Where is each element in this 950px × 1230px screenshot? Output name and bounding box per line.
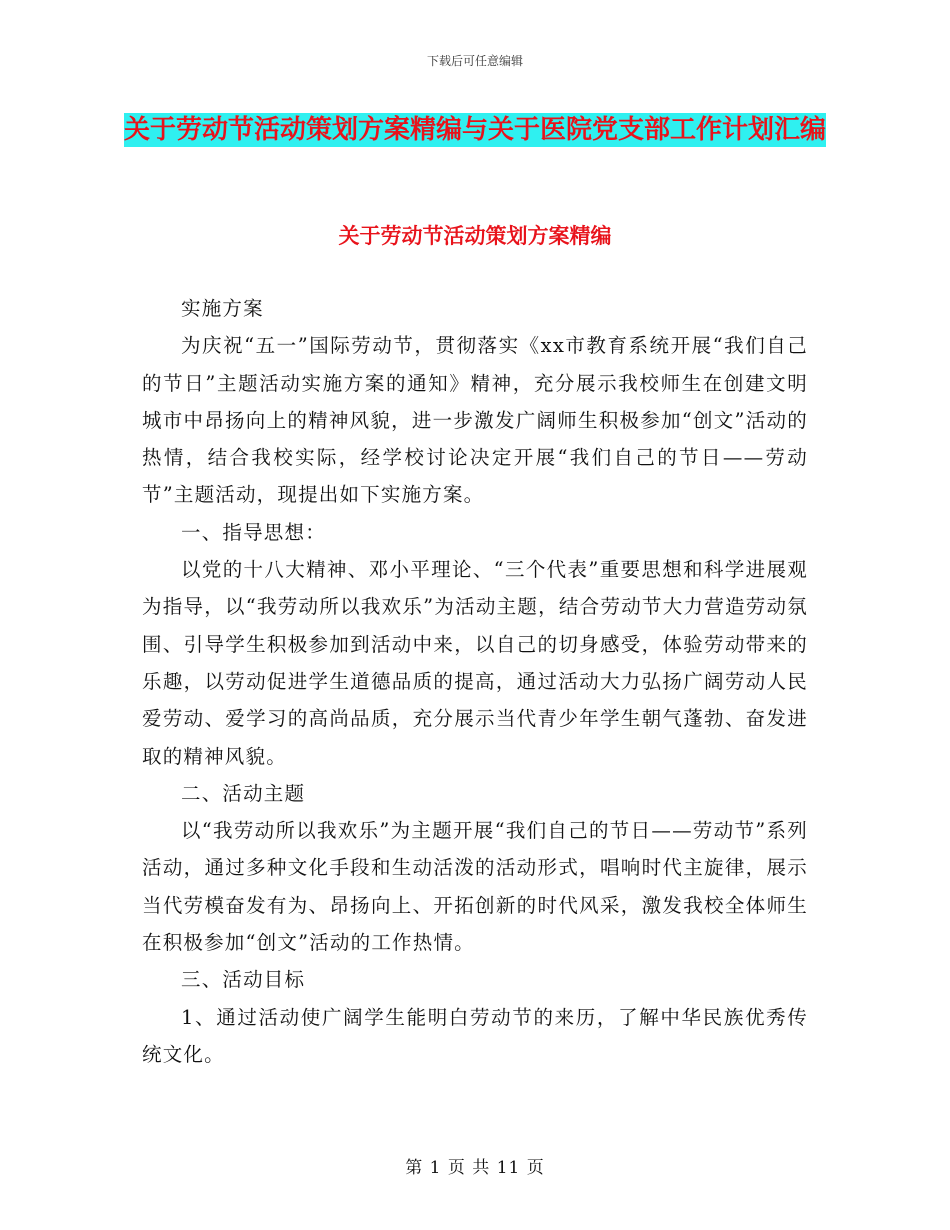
- paragraph-heading-theme: 二、活动主题: [181, 781, 306, 805]
- paragraph-intro: 为庆祝“五一”国际劳动节，贯彻落实《xx市教育系统开展“我们自己的节日”主题活动实施方案的通知》精神，充分展示我校师生在创建文明城市中昂扬向上的精神风貌，进一步激发广阔师生积极参加“创文”活动的热情，结合我校实际，经学校讨论决定开展“我们自己的节日——劳动节”主题活动，现提出如下实施方案。: [142, 334, 808, 507]
- paragraph-guiding-thought: 以党的十八大精神、邓小平理论、“三个代表”重要思想和科学进展观为指导，以“我劳动所以我欢乐”为活动主题，结合劳动节大力营造劳动氛围、引导学生积极参加到活动中来，以自己的切身感受，体验劳动带来的乐趣，以劳动促进学生道德品质的提高，通过活动大力弘扬广阔劳动人民爱劳动、爱学习的高尚品质，充分展示当代青少年学生朝气蓬勃、奋发进取的精神风貌。: [142, 558, 808, 768]
- paragraph-heading-goals: 三、活动目标: [181, 968, 306, 992]
- paragraph-theme: 以“我劳动所以我欢乐”为主题开展“我们自己的节日——劳动节”系列活动，通过多种文化手段和生动活泼的活动形式，唱响时代主旋律，展示当代劳模奋发有为、昂扬向上、开拓创新的时代风采，激发我校全体师生在积极参加“创文”活动的工作热情。: [142, 819, 808, 955]
- section-title: 关于劳动节活动策划方案精编: [338, 223, 612, 248]
- page-number: 第 1 页 共 11 页: [405, 1158, 545, 1178]
- page-header-note: 下载后可任意编辑: [426, 54, 523, 68]
- document-body: [142, 290, 808, 1073]
- paragraph-heading-guiding-thought: 一、指导思想：: [181, 520, 326, 544]
- document-title: [120, 108, 830, 152]
- document-title-text: 关于劳动节活动策划方案精编与关于医院党支部工作计划汇编: [123, 115, 826, 145]
- paragraph-heading-plan: 实施方案: [181, 297, 264, 320]
- paragraph-goal-1: 1、通过活动使广阔学生能明白劳动节的来历，了解中华民族优秀传统文化。: [142, 1005, 808, 1066]
